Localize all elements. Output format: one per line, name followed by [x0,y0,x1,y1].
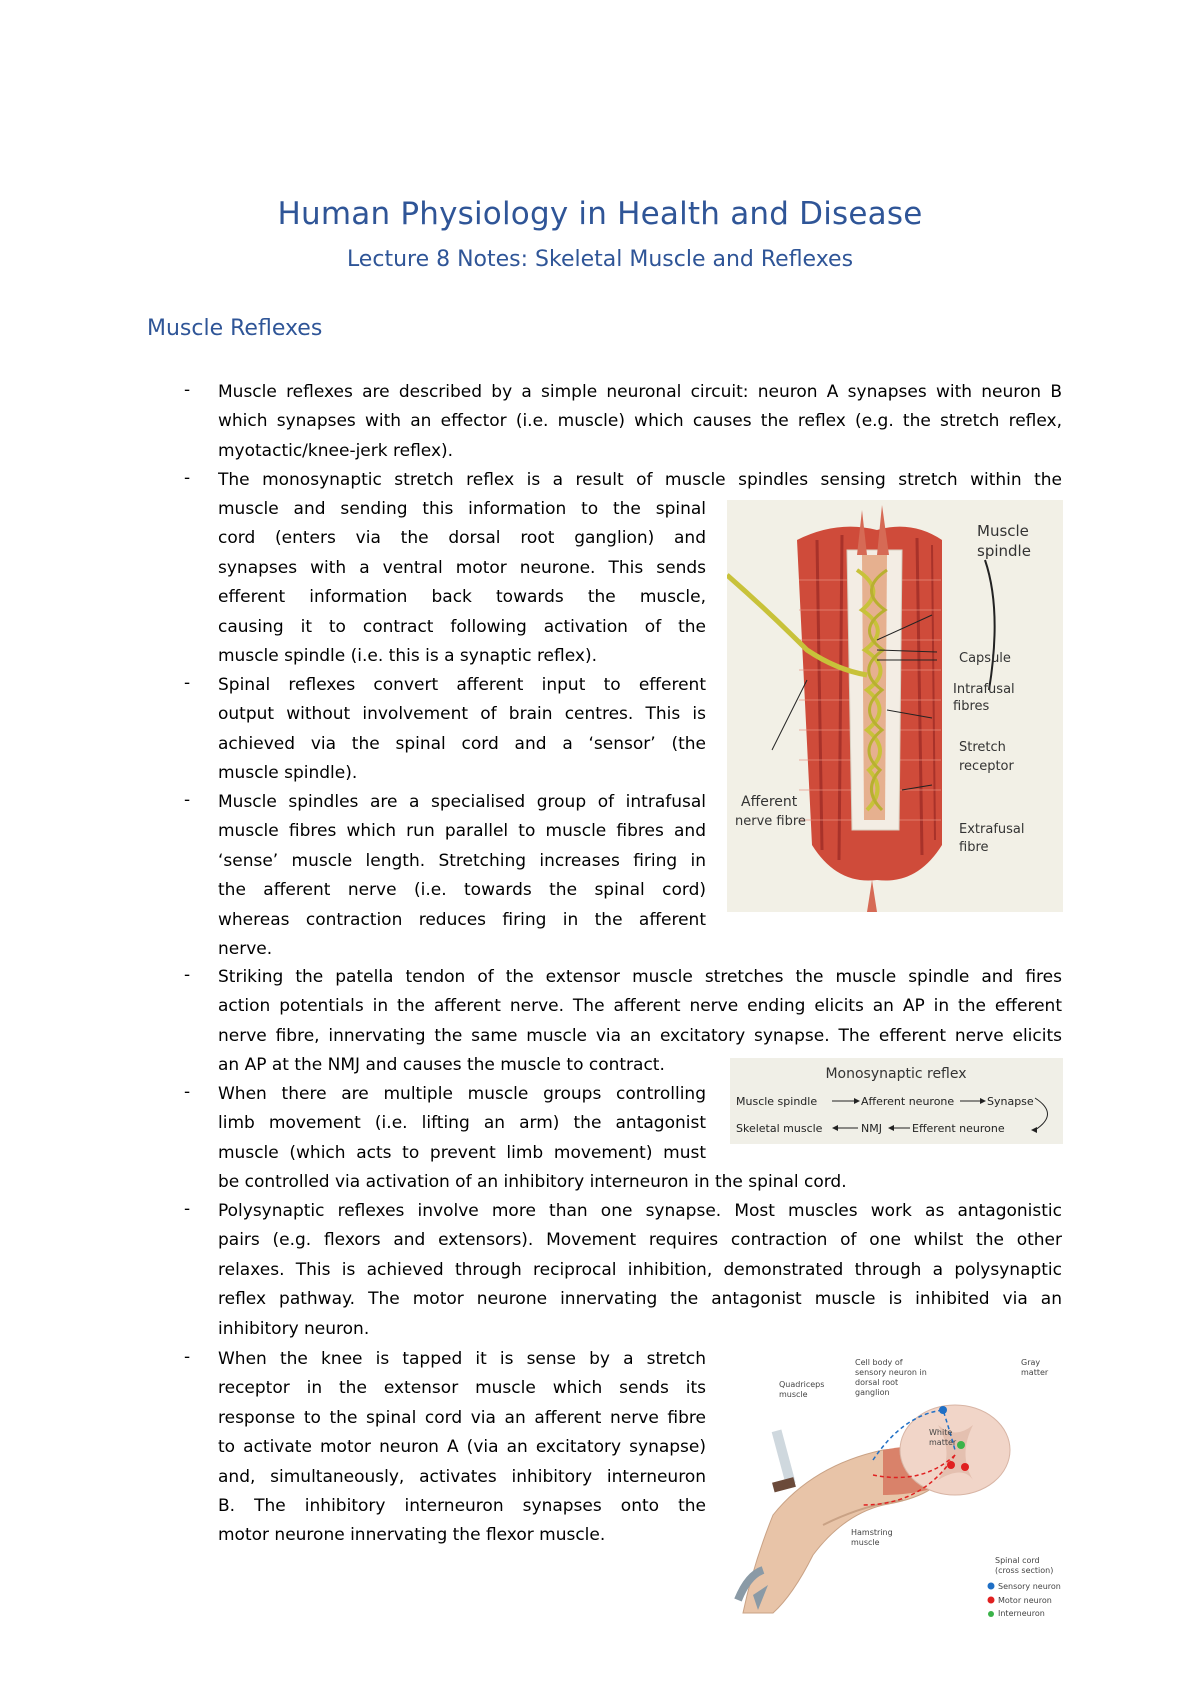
text-line: muscle spindle). [218,763,358,784]
page-title: Human Physiology in Health and Disease [277,196,923,232]
label-spinal-cord-2: (cross section) [995,1566,1054,1575]
label-afferent-2: nerve fibre [735,814,806,829]
label-hamstring-1: Hamstring [851,1528,893,1537]
text-line: muscle fibres which run parallel to muscle fibres and [218,821,706,842]
bullet-1 [218,378,1062,466]
legend-sensory-dot [988,1583,995,1590]
text-line: Striking the patella tendon of the extensor muscle stretches the muscle spindle and fires [218,967,1062,987]
label-cell-body-1: Cell body of [855,1358,903,1367]
legend-inter-dot [988,1611,994,1617]
text-line: whereas contraction reduces firing in the afferent [218,909,706,930]
text-line: nerve fibre, innervating the same muscle via an excitatory synapse. The efferent nerve elicits [218,1025,1062,1046]
bullet-2 [218,495,706,671]
text-line: an AP at the NMJ and causes the muscle to contract. [218,1055,665,1076]
text-line: Muscle reflexes are described by a simple neuronal circuit: neuron A synapses with neuron B [218,382,1062,402]
text-line: Muscle spindles are a specialised group of intrafusal [218,792,706,812]
text-line: muscle spindle (i.e. this is a synaptic reflex). [218,645,597,666]
text-line: When there are multiple muscle groups controlling [218,1084,706,1104]
label-gray-2: matter [1021,1368,1049,1377]
label-intrafusal-1: Intrafusal [953,682,1015,697]
page-subtitle: Lecture 8 Notes: Skeletal Muscle and Reflexes [346,247,854,272]
bullet-dash: - [184,1199,191,1219]
text-line: inhibitory neuron. [218,1318,370,1339]
text-line: the afferent nerve (i.e. towards the spinal cord) [218,880,706,901]
mono-skeletal-muscle: Skeletal muscle [736,1122,823,1135]
text-line: The monosynaptic stretch reflex is a result of muscle spindles sensing stretch within the [218,470,1062,490]
label-capsule: Capsule [959,651,1011,666]
text-line: pairs (e.g. flexors and extensors). Movement requires contraction of one whilst the other [218,1230,1062,1251]
legend-sensory: Sensory neuron [998,1582,1061,1591]
monosynaptic-reflex-figure [730,1058,1063,1144]
label-cell-body-4: ganglion [855,1388,890,1397]
label-cell-body-3: dorsal root [855,1378,899,1387]
text-line: muscle and sending this information to the spinal [218,499,706,519]
mono-title: Monosynaptic reflex [825,1066,967,1082]
text-line: limb movement (i.e. lifting an arm) the antagonist [218,1113,706,1134]
mono-nmj: NMJ [861,1122,882,1135]
bullet-dash: - [184,965,191,985]
motor-neuron-dot [947,1461,955,1469]
label-intrafusal-2: fibres [953,699,990,714]
label-extrafusal-1: Extrafusal [959,822,1025,837]
text-line: to activate motor neuron A (via an excitatory synapse) [218,1437,706,1458]
bullet-2-first-line [218,466,1062,495]
bullet-8 [218,1345,706,1551]
text-line: and, simultaneously, activates inhibitory interneuron [218,1466,706,1487]
text-line: achieved via the spinal cord and a ‘sensor’ (the [218,733,706,754]
legend-motor: Motor neuron [998,1596,1052,1605]
label-white-2: matter [929,1438,957,1447]
legend-motor-dot [988,1597,995,1604]
spinal-cord-illustration [900,1405,1010,1495]
text-line: response to the spinal cord via an afferent nerve fibre [218,1407,706,1428]
label-extrafusal-2: fibre [959,840,989,855]
bullet-7 [218,1197,1062,1344]
label-muscle-spindle-2: spindle [977,542,1031,560]
bullet-dash: - [184,790,191,810]
sensory-neuron-dot [939,1406,947,1414]
text-line: ‘sense’ muscle length. Stretching increases firing in [218,850,706,871]
bullet-dash: - [184,1347,191,1367]
bullet-6-last-line [218,1168,1062,1197]
bullet-6 [218,1080,706,1168]
section-heading: Muscle Reflexes [147,316,323,341]
bullet-dash: - [184,673,191,693]
label-white-1: White [929,1428,953,1437]
legend-interneuron: Interneuron [998,1609,1045,1617]
text-line: Polysynaptic reflexes involve more than one synapse. Most muscles work as antagonistic [218,1201,1062,1221]
text-line: action potentials in the afferent nerve. The afferent nerve ending elicits an AP in the efferent [218,996,1062,1017]
label-cell-body-2: sensory neuron in [855,1368,927,1377]
text-line: which synapses with an effector (i.e. muscle) which causes the reflex (e.g. the stretch reflex, [218,411,1062,432]
label-stretch-1: Stretch [959,740,1006,755]
bullet-dash: - [184,380,191,400]
mono-afferent-neurone: Afferent neurone [861,1095,955,1108]
bullet-dash: - [184,1082,191,1102]
mono-efferent-neurone: Efferent neurone [912,1122,1005,1135]
text-line: receptor in the extensor muscle which sends its [218,1378,706,1399]
text-line: nerve. [218,938,273,959]
label-hamstring-2: muscle [851,1538,880,1547]
bullet-3 [218,671,706,789]
bullet-4 [218,788,706,964]
label-quadriceps-2: muscle [779,1390,808,1399]
mono-synapse: Synapse [987,1095,1034,1108]
text-line: reflex pathway. The motor neurone innervating the antagonist muscle is inhibited via an [218,1289,1062,1310]
interneuron-dot [957,1441,965,1449]
text-line: causing it to contract following activation of the [218,616,706,637]
mono-muscle-spindle: Muscle spindle [736,1095,818,1108]
bullet-dash: - [184,468,191,488]
knee-jerk-reflex-figure [733,1355,1063,1617]
text-line: When the knee is tapped it is sense by a stretch [218,1349,706,1369]
text-line: Spinal reflexes convert afferent input to efferent [218,675,706,695]
label-spinal-cord-1: Spinal cord [995,1556,1040,1565]
text-line: motor neurone innervating the flexor muscle. [218,1525,606,1546]
label-quadriceps-1: Quadriceps [779,1380,825,1389]
text-line: muscle (which acts to prevent limb movement) must [218,1142,706,1163]
text-line: be controlled via activation of an inhibitory interneuron in the spinal cord. [218,1172,847,1192]
text-line: relaxes. This is achieved through reciprocal inhibition, demonstrated through a polysynaptic [218,1259,1062,1280]
label-muscle-spindle-1: Muscle [977,522,1029,540]
muscle-spindle-figure [727,500,1063,912]
label-stretch-2: receptor [959,759,1014,774]
text-line: B. The inhibitory interneuron synapses onto the [218,1495,706,1516]
text-line: myotactic/knee-jerk reflex). [218,440,454,461]
label-gray-1: Gray [1021,1358,1041,1367]
motor-neuron-dot [961,1463,969,1471]
text-line: efferent information back towards the muscle, [218,587,706,608]
text-line: output without involvement of brain centres. This is [218,704,706,725]
text-line: cord (enters via the dorsal root ganglion) and [218,528,706,549]
text-line: synapses with a ventral motor neurone. This sends [218,557,706,578]
label-afferent-1: Afferent [741,794,798,810]
